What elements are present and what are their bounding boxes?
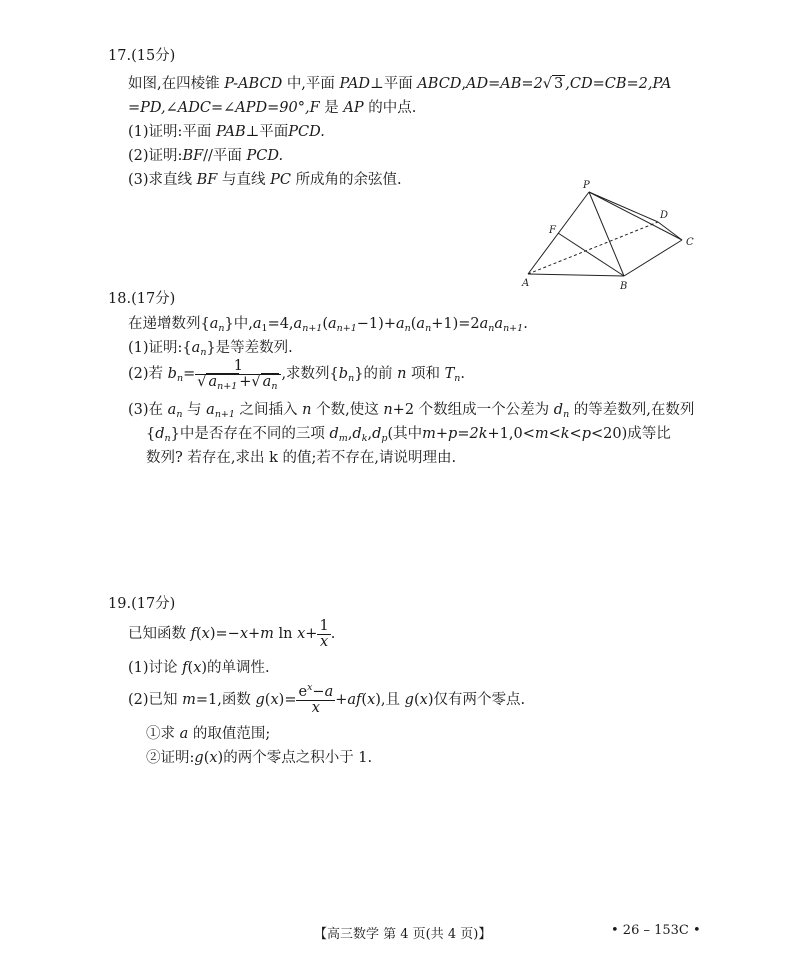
text: ( <box>187 660 194 676</box>
q17-score: (15分) <box>131 48 176 64</box>
math: n <box>200 347 207 358</box>
text: ①求 <box>146 726 175 742</box>
q17-number: 17. <box>108 48 132 64</box>
text: 已知函数 <box>128 626 186 642</box>
label-B: B <box>620 281 628 292</box>
math: a <box>262 373 272 390</box>
q18-stem <box>128 312 528 336</box>
text: 的中点. <box>368 100 417 116</box>
edge-PC <box>589 192 682 240</box>
math: n+1 <box>214 409 235 420</box>
math: a <box>293 316 303 332</box>
math: g <box>255 692 265 708</box>
math: m<k<p <box>534 426 591 442</box>
math: x <box>209 750 218 766</box>
label-P: P <box>583 180 590 191</box>
sqrt-content: 3 <box>554 76 564 92</box>
text: { <box>146 426 156 442</box>
text: = <box>183 366 196 382</box>
numerator <box>296 681 335 701</box>
q17-part2 <box>128 144 283 168</box>
text: ( <box>322 316 328 332</box>
q17-stem-line1: 如图,在四棱锥 P-ABCD 中,平面 PAD⊥平面 ABCD,AD=AB=2√ 3 ,CD=CB=2,PA <box>128 76 672 92</box>
math: n <box>176 373 184 384</box>
page-footer-code: • 26 – 153C • <box>611 923 701 938</box>
text: , <box>367 426 373 442</box>
q18-part3-line2 <box>146 422 671 446</box>
math: n <box>271 380 278 392</box>
text: (1)证明:平面 <box>128 124 212 140</box>
text: 个数,使这 <box>316 402 379 418</box>
text: 中,平面 <box>286 76 335 92</box>
text: , <box>461 76 467 92</box>
q18-part3-line3 <box>146 446 456 470</box>
label-C: C <box>686 237 694 248</box>
math: P-ABCD <box>224 76 283 92</box>
text: + <box>305 626 318 642</box>
text: <20)成等比 <box>590 426 671 442</box>
math: =PD,∠ADC=∠APD=90°,F <box>128 100 320 116</box>
math: PAB <box>216 124 246 140</box>
label-F: F <box>549 225 556 236</box>
text: 的等差数列,在数列 <box>573 402 695 418</box>
math: a <box>206 402 215 418</box>
math: ,CD=CB=2,PA <box>565 76 672 92</box>
math: f <box>182 660 188 676</box>
text: . <box>460 366 466 382</box>
math: AD=AB=2 <box>466 76 543 92</box>
text: ( <box>361 692 368 708</box>
text: 所成角的余弦值. <box>295 172 402 188</box>
math: p <box>381 433 388 444</box>
math: a <box>416 316 426 332</box>
q19-sub2 <box>146 746 372 770</box>
q18-number: 18. <box>108 291 132 307</box>
math: m <box>338 433 348 444</box>
math: g <box>194 750 204 766</box>
math: a <box>494 316 504 332</box>
math: d <box>155 426 165 442</box>
math: a <box>179 726 189 742</box>
q18-part3-line1 <box>128 398 694 422</box>
text: (其中 <box>387 426 423 442</box>
math: a <box>252 316 262 332</box>
math: x <box>270 692 279 708</box>
edge-DC <box>658 222 682 240</box>
q18-part2 <box>128 356 465 392</box>
math: d <box>352 426 362 442</box>
text: 与 <box>187 402 202 418</box>
math: n <box>176 409 183 420</box>
math: m <box>260 626 274 642</box>
math: b <box>167 366 177 382</box>
math: n <box>454 373 461 384</box>
math: ABCD <box>417 76 462 92</box>
pyramid-figure <box>512 178 702 292</box>
text: . <box>330 626 336 642</box>
math: x <box>239 626 248 642</box>
fraction <box>317 619 330 650</box>
label-D: D <box>660 210 669 221</box>
text: 是 <box>324 100 339 116</box>
math: n <box>164 433 171 444</box>
math: a <box>191 340 201 356</box>
math: n <box>302 402 312 418</box>
q18-score: (17分) <box>131 291 176 307</box>
math: n <box>563 409 570 420</box>
text: (3)求直线 <box>128 172 193 188</box>
math: a <box>328 316 337 332</box>
math: a <box>167 402 177 418</box>
q19-stem <box>128 616 335 652</box>
math: PCD. <box>288 124 325 140</box>
math: a <box>209 316 219 332</box>
text: 数列? 若存在,求出 k 的值;若不存在,请说明理由. <box>146 450 457 466</box>
math: x <box>307 681 313 693</box>
q19-score: (17分) <box>131 596 176 612</box>
text: ,求数列{ <box>281 366 339 382</box>
math: 1 <box>261 323 268 334</box>
math: x <box>419 692 428 708</box>
numerator: 1 <box>195 359 281 375</box>
text: ( <box>195 626 202 642</box>
q19-part2 <box>128 682 525 718</box>
text: }的前 <box>354 366 393 382</box>
text: //平面 <box>203 148 242 164</box>
math: a <box>395 316 405 332</box>
text: + <box>335 692 348 708</box>
text: =4, <box>267 316 294 332</box>
text: ( <box>410 316 417 332</box>
text: ( <box>264 692 271 708</box>
math: n <box>218 323 225 334</box>
math: m+p=2k <box>422 426 488 442</box>
text: )仅有两个零点. <box>427 692 526 708</box>
math: BF <box>196 172 218 188</box>
text: }中是否存在不同的三项 <box>170 426 325 442</box>
math: n+1 <box>217 380 238 392</box>
text: ⊥平面 <box>245 124 289 140</box>
text: . <box>523 316 528 332</box>
math: d <box>329 426 339 442</box>
math: b <box>338 366 349 382</box>
math: a <box>208 373 218 390</box>
text: (2)证明: <box>128 148 183 164</box>
math: af <box>347 692 362 708</box>
text: (2)已知 <box>128 692 178 708</box>
math: n <box>488 323 495 334</box>
text: + <box>239 373 252 390</box>
math: PAD <box>339 76 371 92</box>
text: 如图,在四棱锥 <box>128 76 220 92</box>
math: T <box>444 366 455 382</box>
math: n <box>348 373 355 384</box>
math: d <box>372 426 382 442</box>
math: x <box>297 626 306 642</box>
text: ⊥平面 <box>370 76 413 92</box>
text: −1)+ <box>356 316 396 332</box>
text: +1,0< <box>487 426 535 442</box>
denominator: x <box>319 633 329 650</box>
math: x <box>193 660 202 676</box>
fraction <box>296 681 335 716</box>
edge-AB <box>528 274 624 276</box>
q18-header <box>108 287 175 311</box>
math: n <box>383 402 393 418</box>
math: n+1 <box>302 323 323 334</box>
text: 在递增数列{ <box>128 316 210 332</box>
denominator: x <box>311 699 320 716</box>
text: 项和 <box>411 366 441 382</box>
text: ( <box>413 692 420 708</box>
q19-part1 <box>128 656 270 680</box>
math: n+1 <box>503 323 524 334</box>
math: a <box>479 316 489 332</box>
page-footer-title: 【高三数学 第 4 页(共 4 页)】 <box>314 927 492 942</box>
math: BF <box>182 148 204 164</box>
text: (1)证明:{ <box>128 340 192 356</box>
text: 与直线 <box>221 172 266 188</box>
text: + <box>248 626 261 642</box>
math: d <box>553 402 564 418</box>
numerator: 1 <box>319 617 329 634</box>
math: e <box>298 683 308 700</box>
math: PC <box>270 172 291 188</box>
text: (1)讨论 <box>128 660 178 676</box>
q19-sub1 <box>146 722 270 746</box>
text: =1,函数 <box>195 692 251 708</box>
math: n <box>404 323 411 334</box>
math: AP <box>343 100 364 116</box>
text: )的单调性. <box>201 660 270 676</box>
q19-number: 19. <box>108 596 132 612</box>
text: }是等差数列. <box>206 340 293 356</box>
math: PCD. <box>246 148 284 164</box>
text: )的两个零点之积小于 1. <box>217 750 373 766</box>
text: ( <box>203 750 210 766</box>
text: ln <box>278 626 293 642</box>
text: 的取值范围; <box>192 726 271 742</box>
text: +1)=2 <box>431 316 480 332</box>
fraction <box>195 359 281 390</box>
text: (3)在 <box>128 402 164 418</box>
q17-header <box>108 44 175 68</box>
text: , <box>347 426 353 442</box>
math: g <box>404 692 414 708</box>
math: a <box>324 683 334 700</box>
q17-part1 <box>128 120 325 144</box>
math: x <box>367 692 376 708</box>
q19-header <box>108 592 175 616</box>
text: +2 个数组成一个公差为 <box>392 402 550 418</box>
math: n <box>425 323 432 334</box>
math: n+1 <box>336 323 357 334</box>
q17-part3 <box>128 168 402 192</box>
text: }中, <box>224 316 253 332</box>
denominator: √ $a_{n+1}$ +√ $a_n$ <box>197 373 278 392</box>
math: x <box>201 626 210 642</box>
text: ),且 <box>375 692 401 708</box>
text: (2)若 <box>128 366 164 382</box>
text: − <box>312 683 325 700</box>
text: ②证明: <box>146 750 195 766</box>
q17-stem-line2 <box>128 96 416 120</box>
math: m <box>182 692 196 708</box>
math: f <box>190 626 196 642</box>
edge-BC <box>624 240 682 276</box>
label-A: A <box>522 278 530 289</box>
math: n <box>397 366 407 382</box>
segment-FB <box>558 233 624 276</box>
text: 之间插入 <box>239 402 298 418</box>
text: )= <box>278 692 297 708</box>
math: k <box>361 433 368 444</box>
text: )=− <box>209 626 240 642</box>
